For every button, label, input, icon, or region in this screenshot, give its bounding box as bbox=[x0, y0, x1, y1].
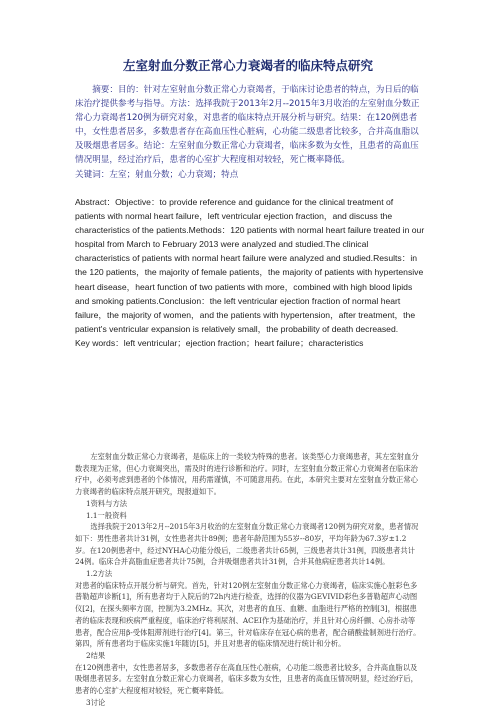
subsection-heading-methods: 1.2方法 bbox=[85, 569, 113, 579]
general-data-paragraph: 选择我院于2013年2月--2015年3月收治的左室射血分数正常心力衰竭者120例为研究对象，患者情况如下：男性患者共计31例，女性患者共计89例；患者年龄范围为55岁--80岁，平均年龄为67.3岁±1.2岁。在120例患者中，经过NYHA心功能分级后，二级患者共计65例，三级患者共计31例，四级患者共计24例。临床合并高脂血症患者共计75例，合并吸烟患者共计31例，合并其他病症患者共计14例。 bbox=[75, 522, 419, 567]
chinese-abstract-text: 摘要：目的：针对左室射血分数正常心力衰竭者，于临床讨论患者的特点，为日后的临床治疗提供参考与指导。方法：选择我院于2013年2月--2015年3月收治的左室射血分数正常心力衰竭者120例为研究对象，对患者的临床特点开展分析与研究。结果：在120例患者中，女性患者居多，多数患者存在高血压性心脏病，心功能二级患者比较多，合并高血脂以及吸烟患者居多。结论：左室射血分数正常心力衰竭者，临床多数为女性，且患者的高血压情况明显，经过治疗后，患者的心室扩大程度相对较轻，死亡概率降低。 bbox=[75, 85, 420, 166]
chinese-abstract bbox=[75, 83, 420, 182]
paper-title: 左室射血分数正常心力衰竭者的临床特点研究 bbox=[122, 58, 373, 73]
section-heading-results: 2结果 bbox=[85, 650, 106, 660]
english-abstract-text: Abstract：Objective：to provide reference and guidance for the clinical treatment of patients with normal heart failure，left ventricular ejection fraction，and discuss the characteristics of the patients.Methods：120 patients with normal heart failure treated in our hospital from March to February 2013 were analyzed and studied.The clinical characteristics of patients with normal heart failure were analyzed and studied.Results：in the 120 patients，the majority of female patients，the majority of patients with hypertensive heart disease，heart function of two patients with more，combined with high blood lipids and smoking patients.Conclusion：the left ventricular ejection fraction of normal heart failure，the majority of women，and the patients with hypertension，after treatment，the patient's ventricular expansion is relatively small，the probability of death decreased. bbox=[75, 197, 425, 334]
english-keywords: Key words：left ventricular；ejection fraction；heart failure；characteristics bbox=[75, 337, 364, 348]
body-text bbox=[75, 451, 421, 708]
chinese-keywords: 关键词：左室；射血分数；心力衰竭；特点 bbox=[75, 169, 239, 180]
english-abstract bbox=[75, 195, 425, 350]
section-heading-discussion: 3讨论 bbox=[85, 697, 106, 707]
subsection-heading-general-data: 1.1一般资料 bbox=[85, 510, 127, 520]
intro-paragraph: 左室射血分数正常心力衰竭者，是临床上的一类较为特殊的患者。该类型心力衰竭患者，其左室射血分数表现为正常，但心力衰竭突出，需及时的进行诊断和治疗。同时，左室射血分数正常心力衰竭者在临床治疗中，必须考虑到患者的个体情况，用药需谨慎，不可随意用药。在此，本研究主要对左室射血分数正常心力衰竭者的临床特点展开研究，现报道如下。 bbox=[75, 452, 419, 497]
methods-paragraph: 对患者的临床特点开展分析与研究。首先，针对120例左室射血分数正常心力衰竭者，临床实施心脏彩色多普勒超声诊断[1]，所有患者均于入院后的72h内进行检查，选择的仪器为GEVIVID彩色多普勒超声心动图仪[2]，在探头频率方面，控制为3.2MHz。其次，对患者的血压、血糖、血脂进行严格的控制[3]，根据患者的临床表现和疾病严重程度，临床治疗将利尿剂、ACEI作为基础治疗，并且针对心房纤颤、心房扑动等患者，配合应用β-受体阻滞剂进行治疗[4]。第三，针对临床存在冠心病的患者，配合硝酸盐制剂进行治疗。第四，所有患者均于临床实施1年随访[5]，并且对患者的临床情况进行统计和分析。 bbox=[75, 580, 421, 649]
results-paragraph: 在120例患者中，女性患者居多，多数患者存在高血压性心脏病，心功能二级患者比较多，合并高血脂以及吸烟患者居多。左室射血分数正常心力衰竭者，临床多数为女性，且患者的高血压情况明显，经过治疗后，患者的心室扩大程度相对较轻，死亡概率降低。 bbox=[75, 662, 418, 696]
section-heading-materials-methods: 1资料与方法 bbox=[85, 498, 128, 508]
